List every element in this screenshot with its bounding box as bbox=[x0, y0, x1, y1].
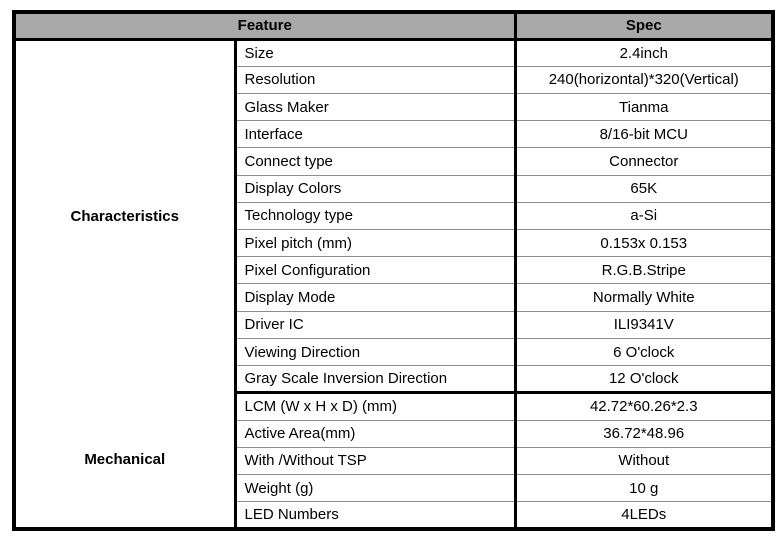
feature-cell: Glass Maker bbox=[235, 93, 515, 120]
feature-cell: With /Without TSP bbox=[235, 447, 515, 474]
feature-cell: Display Mode bbox=[235, 284, 515, 311]
spec-cell: 240(horizontal)*320(Vertical) bbox=[515, 66, 773, 93]
spec-cell: ILI9341V bbox=[515, 311, 773, 338]
spec-cell: 36.72*48.96 bbox=[515, 420, 773, 447]
feature-cell: Pixel Configuration bbox=[235, 257, 515, 284]
feature-cell: LCM (W x H x D) (mm) bbox=[235, 393, 515, 420]
spec-cell: 12 O'clock bbox=[515, 366, 773, 393]
group-cell-mechanical: Mechanical bbox=[14, 393, 235, 529]
group-cell-characteristics: Characteristics bbox=[14, 39, 235, 393]
feature-cell: Gray Scale Inversion Direction bbox=[235, 366, 515, 393]
feature-cell: Weight (g) bbox=[235, 475, 515, 502]
spec-cell: Connector bbox=[515, 148, 773, 175]
feature-cell: Size bbox=[235, 39, 515, 66]
spec-table bbox=[12, 10, 775, 531]
spec-cell: 8/16-bit MCU bbox=[515, 121, 773, 148]
table-row bbox=[14, 393, 773, 420]
feature-cell: Viewing Direction bbox=[235, 338, 515, 365]
feature-cell: Connect type bbox=[235, 148, 515, 175]
feature-cell: Display Colors bbox=[235, 175, 515, 202]
spec-cell: Normally White bbox=[515, 284, 773, 311]
spec-cell: 6 O'clock bbox=[515, 338, 773, 365]
feature-cell: Interface bbox=[235, 121, 515, 148]
spec-cell: 2.4inch bbox=[515, 39, 773, 66]
feature-cell: Pixel pitch (mm) bbox=[235, 230, 515, 257]
spec-cell: a-Si bbox=[515, 202, 773, 229]
spec-cell: 65K bbox=[515, 175, 773, 202]
header-spec: Spec bbox=[515, 12, 773, 39]
spec-cell: 42.72*60.26*2.3 bbox=[515, 393, 773, 420]
feature-cell: Driver IC bbox=[235, 311, 515, 338]
spec-cell: 10 g bbox=[515, 475, 773, 502]
feature-cell: LED Numbers bbox=[235, 502, 515, 529]
spec-cell: 4LEDs bbox=[515, 502, 773, 529]
feature-cell: Active Area(mm) bbox=[235, 420, 515, 447]
feature-cell: Technology type bbox=[235, 202, 515, 229]
spec-cell: Tianma bbox=[515, 93, 773, 120]
spec-cell: Without bbox=[515, 447, 773, 474]
header-row bbox=[14, 12, 773, 39]
spec-cell: R.G.B.Stripe bbox=[515, 257, 773, 284]
header-feature: Feature bbox=[14, 12, 515, 39]
spec-cell: 0.153x 0.153 bbox=[515, 230, 773, 257]
feature-cell: Resolution bbox=[235, 66, 515, 93]
table-row bbox=[14, 39, 773, 66]
